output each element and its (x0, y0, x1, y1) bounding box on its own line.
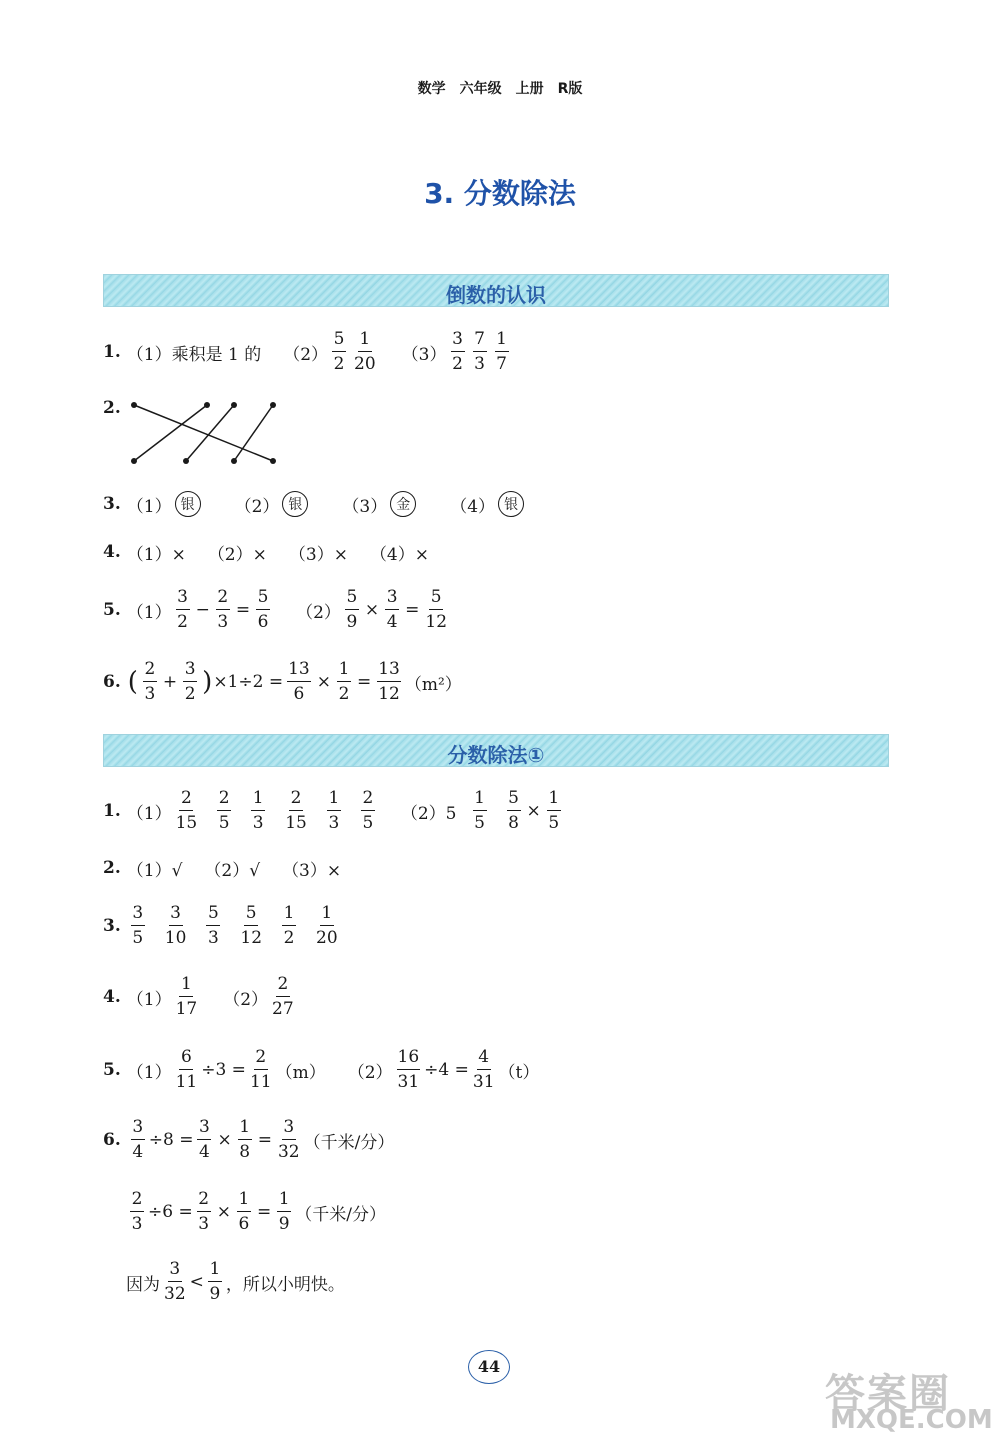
fraction (361, 790, 375, 832)
numerator: 2 (361, 790, 375, 811)
numerator: 2 (254, 1049, 268, 1070)
question-number: 5. (103, 600, 121, 620)
numerator: 5 (244, 905, 258, 926)
s1-question-4: 4. （1）× （2）× （3）× （4）× (103, 542, 429, 565)
s1-question-2 (103, 378, 127, 458)
fraction (332, 331, 346, 373)
fraction (337, 661, 351, 703)
numerator: 1 (547, 790, 561, 811)
denominator: 9 (278, 1214, 290, 1234)
operator-symbol: × (216, 1202, 231, 1222)
fraction (176, 790, 198, 832)
denominator: 20 (316, 928, 338, 948)
question-number: 2. (103, 858, 121, 878)
denominator: 5 (548, 813, 560, 833)
numerator: 3 (131, 905, 145, 926)
operator-symbol: = (235, 600, 251, 620)
fraction (473, 790, 487, 832)
s2-question-6-line-2: $\frac{2}{3}$ ÷6 = $\frac{2}{3}$ × $\frac{1}{6}$ = $\frac{1}{9}$ （千米/分） (131, 1189, 386, 1234)
denominator: 5 (218, 813, 230, 833)
denominator: 15 (175, 813, 198, 833)
answer-text: （1）乘积是 1 的 (126, 344, 262, 365)
fraction (256, 589, 270, 631)
denominator: 12 (378, 684, 400, 704)
denominator: 17 (175, 999, 198, 1019)
fraction (131, 1119, 145, 1161)
numerator: 2 (179, 790, 193, 811)
fraction (130, 1191, 144, 1233)
numerator: 1 (282, 905, 296, 926)
fraction (397, 1049, 421, 1091)
numerator: 2 (216, 589, 230, 610)
fraction (547, 790, 561, 832)
medal-icon: 银 (282, 491, 308, 517)
numerator: 2 (197, 1191, 211, 1212)
fraction (282, 905, 296, 947)
numerator: 13 (287, 661, 311, 682)
fraction (287, 661, 311, 703)
fraction (183, 661, 197, 703)
question-number: 6. (103, 1130, 121, 1150)
fraction (327, 790, 341, 832)
numerator: 1 (237, 1191, 251, 1212)
medal-icon: 银 (498, 491, 524, 517)
operator-symbol: = (256, 1202, 272, 1222)
operator-symbol: = (257, 1130, 272, 1150)
denominator: 3 (198, 1214, 210, 1234)
fraction (354, 331, 376, 373)
operator-symbol: = (405, 600, 420, 620)
denominator: 2 (333, 354, 345, 374)
chapter-title: 3. 分数除法 (424, 177, 576, 210)
numerator: 3 (385, 589, 399, 610)
section-title: 倒数的认识 (446, 283, 546, 307)
fraction (316, 905, 338, 947)
s1-question-1 (103, 322, 513, 382)
fraction (277, 1191, 291, 1233)
fraction (208, 1261, 222, 1303)
watermark-url: MXQE.COM (830, 1405, 993, 1435)
fraction (451, 331, 465, 373)
section-banner-reciprocal (103, 274, 889, 307)
denominator: 27 (272, 999, 294, 1019)
s2-question-6-line-1: 6. $\frac{3}{4}$ ÷8 = $\frac{3}{4}$ × $\frac{1}{8}$ = $\frac{3}{32}$ （千米/分） (103, 1117, 395, 1162)
medal-icon: 银 (175, 491, 201, 517)
numerator: 5 (256, 589, 270, 610)
fraction (473, 1049, 495, 1091)
fraction (176, 976, 198, 1018)
fraction (238, 1119, 252, 1161)
denominator: 31 (472, 1072, 495, 1092)
numerator: 1 (337, 661, 351, 682)
denominator: 20 (354, 354, 376, 374)
fraction (272, 976, 294, 1018)
s2-question-1: 1. （1） $\frac{2}{15}$ $\frac{2}{5}$ $\frac{1}{3}$ $\frac{2}{15}$ $\frac{1}{3}$ $\frac{2}{5}$ （2）5 $\frac{1}{5}$ $\frac{5}{8}$ × $\frac{1}{5}$ (103, 788, 560, 833)
denominator: 12 (240, 928, 263, 948)
numerator: 2 (130, 1191, 144, 1212)
denominator: 2 (177, 612, 188, 632)
numerator: 13 (377, 661, 401, 682)
numerator: 3 (282, 1119, 296, 1140)
header-edition: R版 (557, 81, 583, 97)
denominator: 15 (285, 813, 307, 833)
fraction (176, 589, 190, 631)
fraction (237, 1191, 251, 1233)
numerator: 1 (473, 790, 487, 811)
fraction (425, 589, 447, 631)
question-number: 4. (103, 987, 121, 1007)
fraction (176, 1049, 198, 1091)
denominator: 2 (452, 354, 463, 374)
question-number: 4. (103, 542, 121, 562)
numerator: 3 (197, 1119, 211, 1140)
section-banner-fraction-division (103, 734, 889, 767)
numerator: 1 (179, 976, 193, 997)
header-subject: 数学 (417, 81, 446, 97)
numerator: 1 (495, 331, 509, 352)
fraction (240, 905, 262, 947)
operator-symbol: = (356, 672, 372, 692)
numerator: 5 (206, 905, 220, 926)
s1-question-5: 5. （1） $\frac{3}{2}$ − $\frac{2}{3}$ = $\frac{5}{6}$ （2） $\frac{5}{9}$ × $\frac{3}{4}$ = $\frac{5}{12}$ (103, 587, 448, 632)
numerator: 2 (276, 976, 290, 997)
watermark-logo: 答案圈 (825, 1371, 951, 1417)
numerator: 1 (358, 331, 372, 352)
s2-question-3 (103, 896, 342, 956)
s2-question-5: 5. （1） $\frac{6}{11}$ ÷3 = $\frac{2}{11}$ （m） （2） $\frac{16}{31}$ ÷4 = $\frac{4}{31}$ （t） (103, 1047, 540, 1092)
denominator: 3 (474, 354, 485, 374)
denominator: 12 (425, 612, 448, 632)
denominator: 6 (293, 684, 305, 704)
numerator: 5 (429, 589, 443, 610)
numerator: 1 (327, 790, 341, 811)
operator-symbol: × (364, 600, 380, 620)
numerator: 1 (251, 790, 265, 811)
denominator: 4 (386, 612, 398, 632)
page-number: 44 (468, 1350, 510, 1384)
operator-symbol: ) (202, 667, 213, 697)
denominator: 11 (249, 1072, 272, 1092)
fraction (206, 905, 220, 947)
denominator: 9 (346, 612, 358, 632)
page-header (0, 78, 1000, 98)
fraction (278, 1119, 300, 1161)
question-number: 1. (103, 801, 121, 821)
denominator: 3 (144, 684, 156, 704)
s2-question-6-conclusion: 因为 $\frac{3}{32}$ < $\frac{1}{9}$ ，所以小明快。 (126, 1259, 345, 1304)
denominator: 3 (217, 612, 229, 632)
numerator: 1 (238, 1119, 252, 1140)
numerator: 7 (473, 331, 487, 352)
denominator: 7 (496, 354, 507, 374)
denominator: 5 (362, 813, 374, 833)
fraction (165, 905, 187, 947)
numerator: 1 (320, 905, 334, 926)
fraction (131, 905, 145, 947)
fraction (251, 790, 265, 832)
matching-lines-diagram (128, 398, 308, 468)
fraction (385, 589, 399, 631)
fraction (216, 589, 230, 631)
denominator: 3 (131, 1214, 143, 1234)
numerator: 16 (397, 1049, 421, 1070)
denominator: 5 (474, 813, 485, 833)
denominator: 10 (164, 928, 187, 948)
operator-symbol: × (217, 1130, 232, 1150)
denominator: 8 (508, 813, 519, 833)
denominator: 3 (328, 813, 340, 833)
question-number: 3. (103, 494, 121, 514)
numerator: 2 (289, 790, 303, 811)
fraction (377, 661, 401, 703)
denominator: 4 (132, 1142, 144, 1162)
denominator: 4 (199, 1142, 210, 1162)
numerator: 3 (183, 661, 197, 682)
s2-question-4: 4. （1） $\frac{1}{17}$ （2） $\frac{2}{27}$ (103, 974, 294, 1019)
fraction (197, 1191, 211, 1233)
s1-question-6: 6. ( $\frac{2}{3}$ + $\frac{3}{2}$ ) ×1÷2 = $\frac{13}{6}$ × $\frac{1}{2}$ = $\frac{13}{12}$ （m²） (103, 659, 462, 704)
fraction (507, 790, 521, 832)
question-number: 2. (103, 398, 121, 418)
operator-symbol: × (526, 801, 541, 821)
numerator: 3 (451, 331, 465, 352)
fraction (495, 331, 509, 373)
denominator: 2 (184, 684, 196, 704)
numerator: 5 (507, 790, 521, 811)
fraction (250, 1049, 272, 1091)
numerator: 3 (168, 1261, 182, 1282)
numerator: 3 (176, 589, 190, 610)
fraction (143, 661, 157, 703)
numerator: 4 (477, 1049, 491, 1070)
numerator: 3 (131, 1119, 145, 1140)
numerator: 6 (179, 1049, 193, 1070)
fraction (473, 331, 487, 373)
fraction (285, 790, 307, 832)
denominator: 6 (257, 612, 269, 632)
numerator: 2 (143, 661, 157, 682)
denominator: 3 (207, 928, 219, 948)
numerator: 2 (217, 790, 231, 811)
s2-question-2: 2. （1）√ （2）√ （3）× (103, 858, 342, 881)
fraction (217, 790, 231, 832)
denominator: 3 (252, 813, 264, 833)
numerator: 5 (332, 331, 346, 352)
denominator: 9 (209, 1284, 221, 1304)
fraction (345, 589, 359, 631)
question-number: 6. (103, 672, 121, 692)
question-number: 1. (103, 342, 121, 362)
fraction (164, 1261, 186, 1303)
section-title: 分数除法① (447, 743, 545, 767)
denominator: 32 (277, 1142, 300, 1162)
header-volume: 上册 (515, 81, 544, 97)
denominator: 31 (397, 1072, 420, 1092)
numerator: 5 (345, 589, 359, 610)
header-grade: 六年级 (459, 81, 502, 97)
question-number: 3. (103, 916, 121, 936)
operator-symbol: ( (127, 667, 138, 697)
operator-symbol: × (316, 672, 331, 692)
answer-text: （2） (283, 344, 329, 365)
denominator: 32 (164, 1284, 186, 1304)
denominator: 2 (338, 684, 350, 704)
numerator: 1 (208, 1261, 222, 1282)
answer-text: （3） (401, 344, 447, 365)
denominator: 8 (239, 1142, 251, 1162)
operator-symbol: − (195, 600, 210, 620)
numerator: 1 (277, 1191, 291, 1212)
operator-symbol: + (162, 672, 178, 692)
question-number: 5. (103, 1060, 121, 1080)
denominator: 6 (238, 1214, 250, 1234)
medal-icon: 金 (390, 491, 416, 517)
denominator: 2 (283, 928, 295, 948)
fraction (197, 1119, 211, 1161)
s1-question-3: 3. （1） 银 （2） 银 （3） 金 （4） 银 (103, 474, 524, 534)
numerator: 3 (169, 905, 183, 926)
denominator: 11 (175, 1072, 198, 1092)
denominator: 5 (132, 928, 144, 948)
